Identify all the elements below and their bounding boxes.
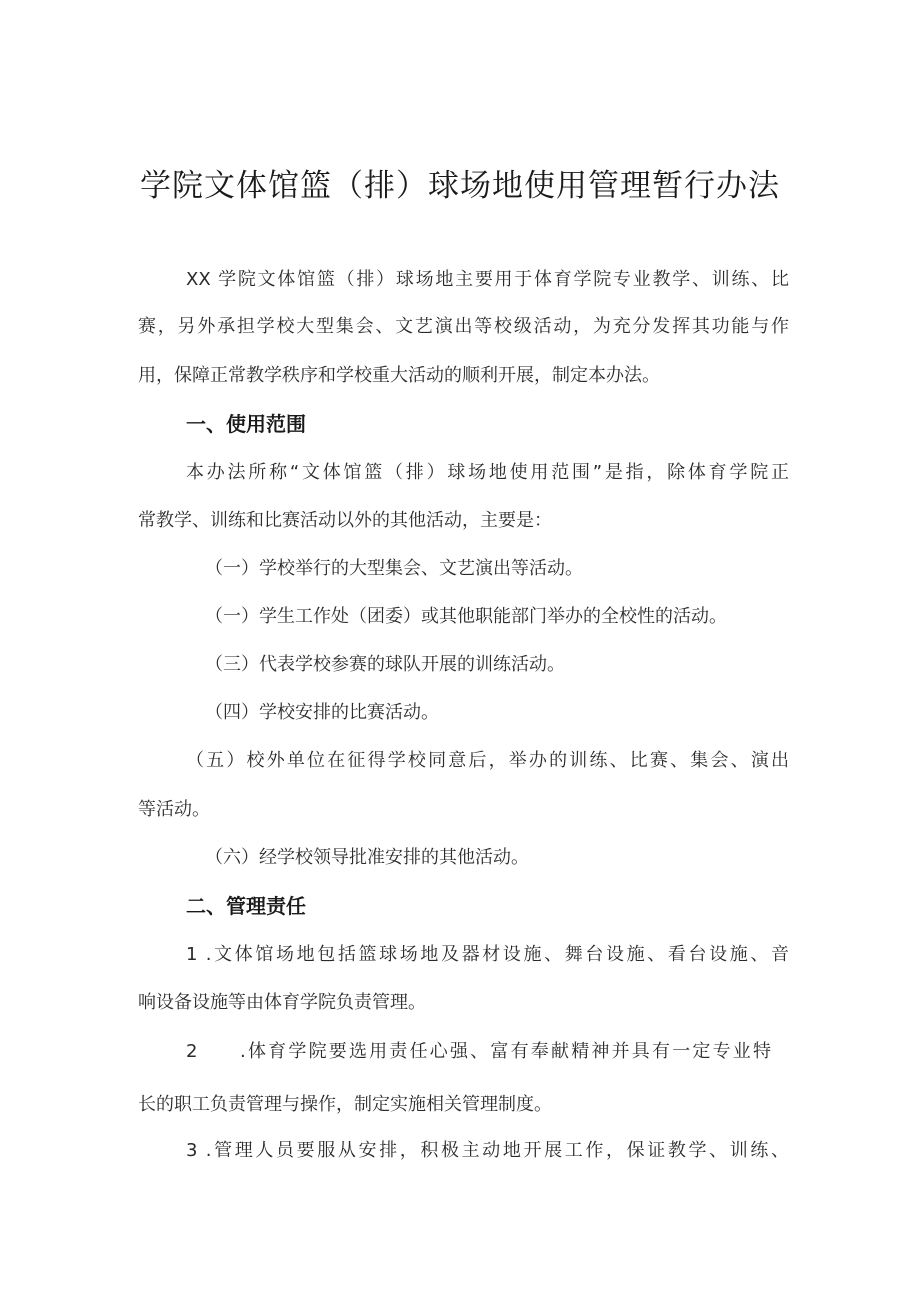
responsibility-2-line-2: 长的职工负责管理与操作，制定实施相关管理制度。	[138, 1094, 552, 1115]
scope-item-5-line-1: （五）校外单位在征得学校同意后，举办的训练、比赛、集会、演出	[186, 750, 789, 771]
intro-line-1: XX 学院文体馆篮（排）球场地主要用于体育学院专业教学、训练、比	[186, 269, 789, 290]
scope-para-line-2: 常教学、训练和比赛活动以外的其他活动，主要是：	[138, 510, 552, 531]
scope-item-6: （六）经学校领导批准安排的其他活动。	[205, 847, 529, 868]
intro-line-2: 赛，另外承担学校大型集会、文艺演出等校级活动，为充分发挥其功能与作	[138, 316, 789, 337]
scope-item-2: （一）学生工作处（团委）或其他职能部门举办的全校性的活动。	[205, 606, 727, 627]
scope-item-1: （一）学校举行的大型集会、文艺演出等活动。	[205, 558, 583, 579]
scope-item-3: （三）代表学校参赛的球队开展的训练活动。	[205, 654, 565, 675]
scope-item-4: （四）学校安排的比赛活动。	[205, 702, 439, 723]
responsibility-1-line-2: 响设备设施等由体育学院负责管理。	[138, 992, 426, 1013]
section-heading-responsibility: 二、管理责任	[186, 894, 306, 918]
responsibility-1-line-1: 1 .文体馆场地包括篮球场地及器材设施、舞台设施、看台设施、音	[186, 944, 789, 965]
section-heading-scope: 一、使用范围	[186, 412, 306, 436]
intro-line-3: 用，保障正常教学秩序和学校重大活动的顺利开展，制定本办法。	[138, 365, 660, 386]
responsibility-2-line-1: 2 .体育学院要选用责任心强、富有奉献精神并具有一定专业特	[186, 1041, 771, 1062]
scope-item-5-line-2: 等活动。	[138, 799, 210, 820]
scope-para-line-1: 本办法所称“文体馆篮（排）球场地使用范围”是指，除体育学院正	[186, 462, 789, 483]
responsibility-3-line-1: 3 .管理人员要服从安排，积极主动地开展工作，保证教学、训练、	[186, 1140, 789, 1161]
document-title: 学院文体馆篮（排）球场地使用管理暂行办法	[140, 168, 780, 204]
